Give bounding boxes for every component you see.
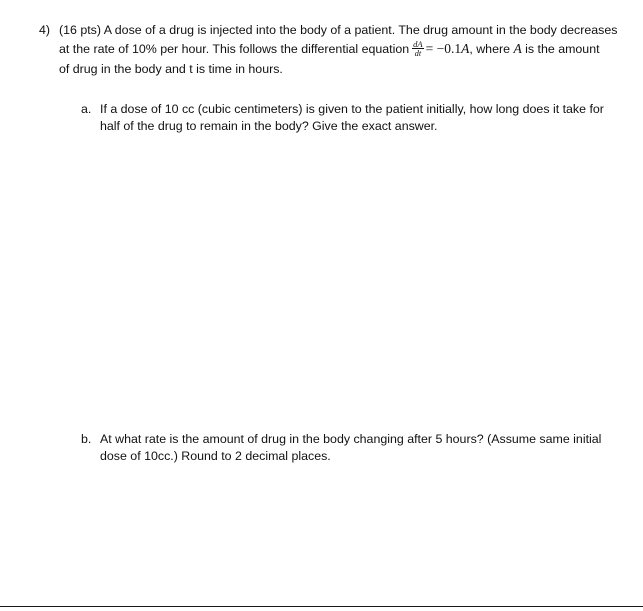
part-a-text-line-2: half of the drug to remain in the body? Give the exact answer. <box>100 119 438 133</box>
fraction-numerator: dA <box>413 39 423 50</box>
problem-text-line-2-end: is the amount <box>525 42 600 56</box>
part-b-marker: b. <box>81 432 92 446</box>
problem-text-line-2-post: , where <box>469 42 510 56</box>
derivative-fraction <box>412 40 423 57</box>
part-a-marker: a. <box>81 102 92 116</box>
problem-text-line-3: of drug in the body and t is time in hours. <box>59 62 283 76</box>
variable-a: A <box>513 41 522 56</box>
part-b-text-line-1: At what rate is the amount of drug in the body changing after 5 hours? (Assume same initial <box>100 432 602 446</box>
problem-text-line-2 <box>59 41 600 58</box>
problem-number: 4) <box>39 23 51 37</box>
problem-text-line-1: (16 pts) A dose of a drug is injected into the body of a patient. The drug amount in the body decreases <box>59 23 618 37</box>
bottom-divider <box>0 606 643 607</box>
part-b-text-line-2: dose of 10cc.) Round to 2 decimal places. <box>100 449 331 463</box>
problem-text-line-2-pre: at the rate of 10% per hour. This follows the differential equation <box>59 42 410 56</box>
equation-variable: A <box>461 41 470 56</box>
part-a-text-line-1: If a dose of 10 cc (cubic centimeters) is given to the patient initially, how long does it take for <box>100 102 604 116</box>
equation-rhs: = −0.1 <box>425 41 462 56</box>
fraction-denominator: dt <box>414 48 422 59</box>
